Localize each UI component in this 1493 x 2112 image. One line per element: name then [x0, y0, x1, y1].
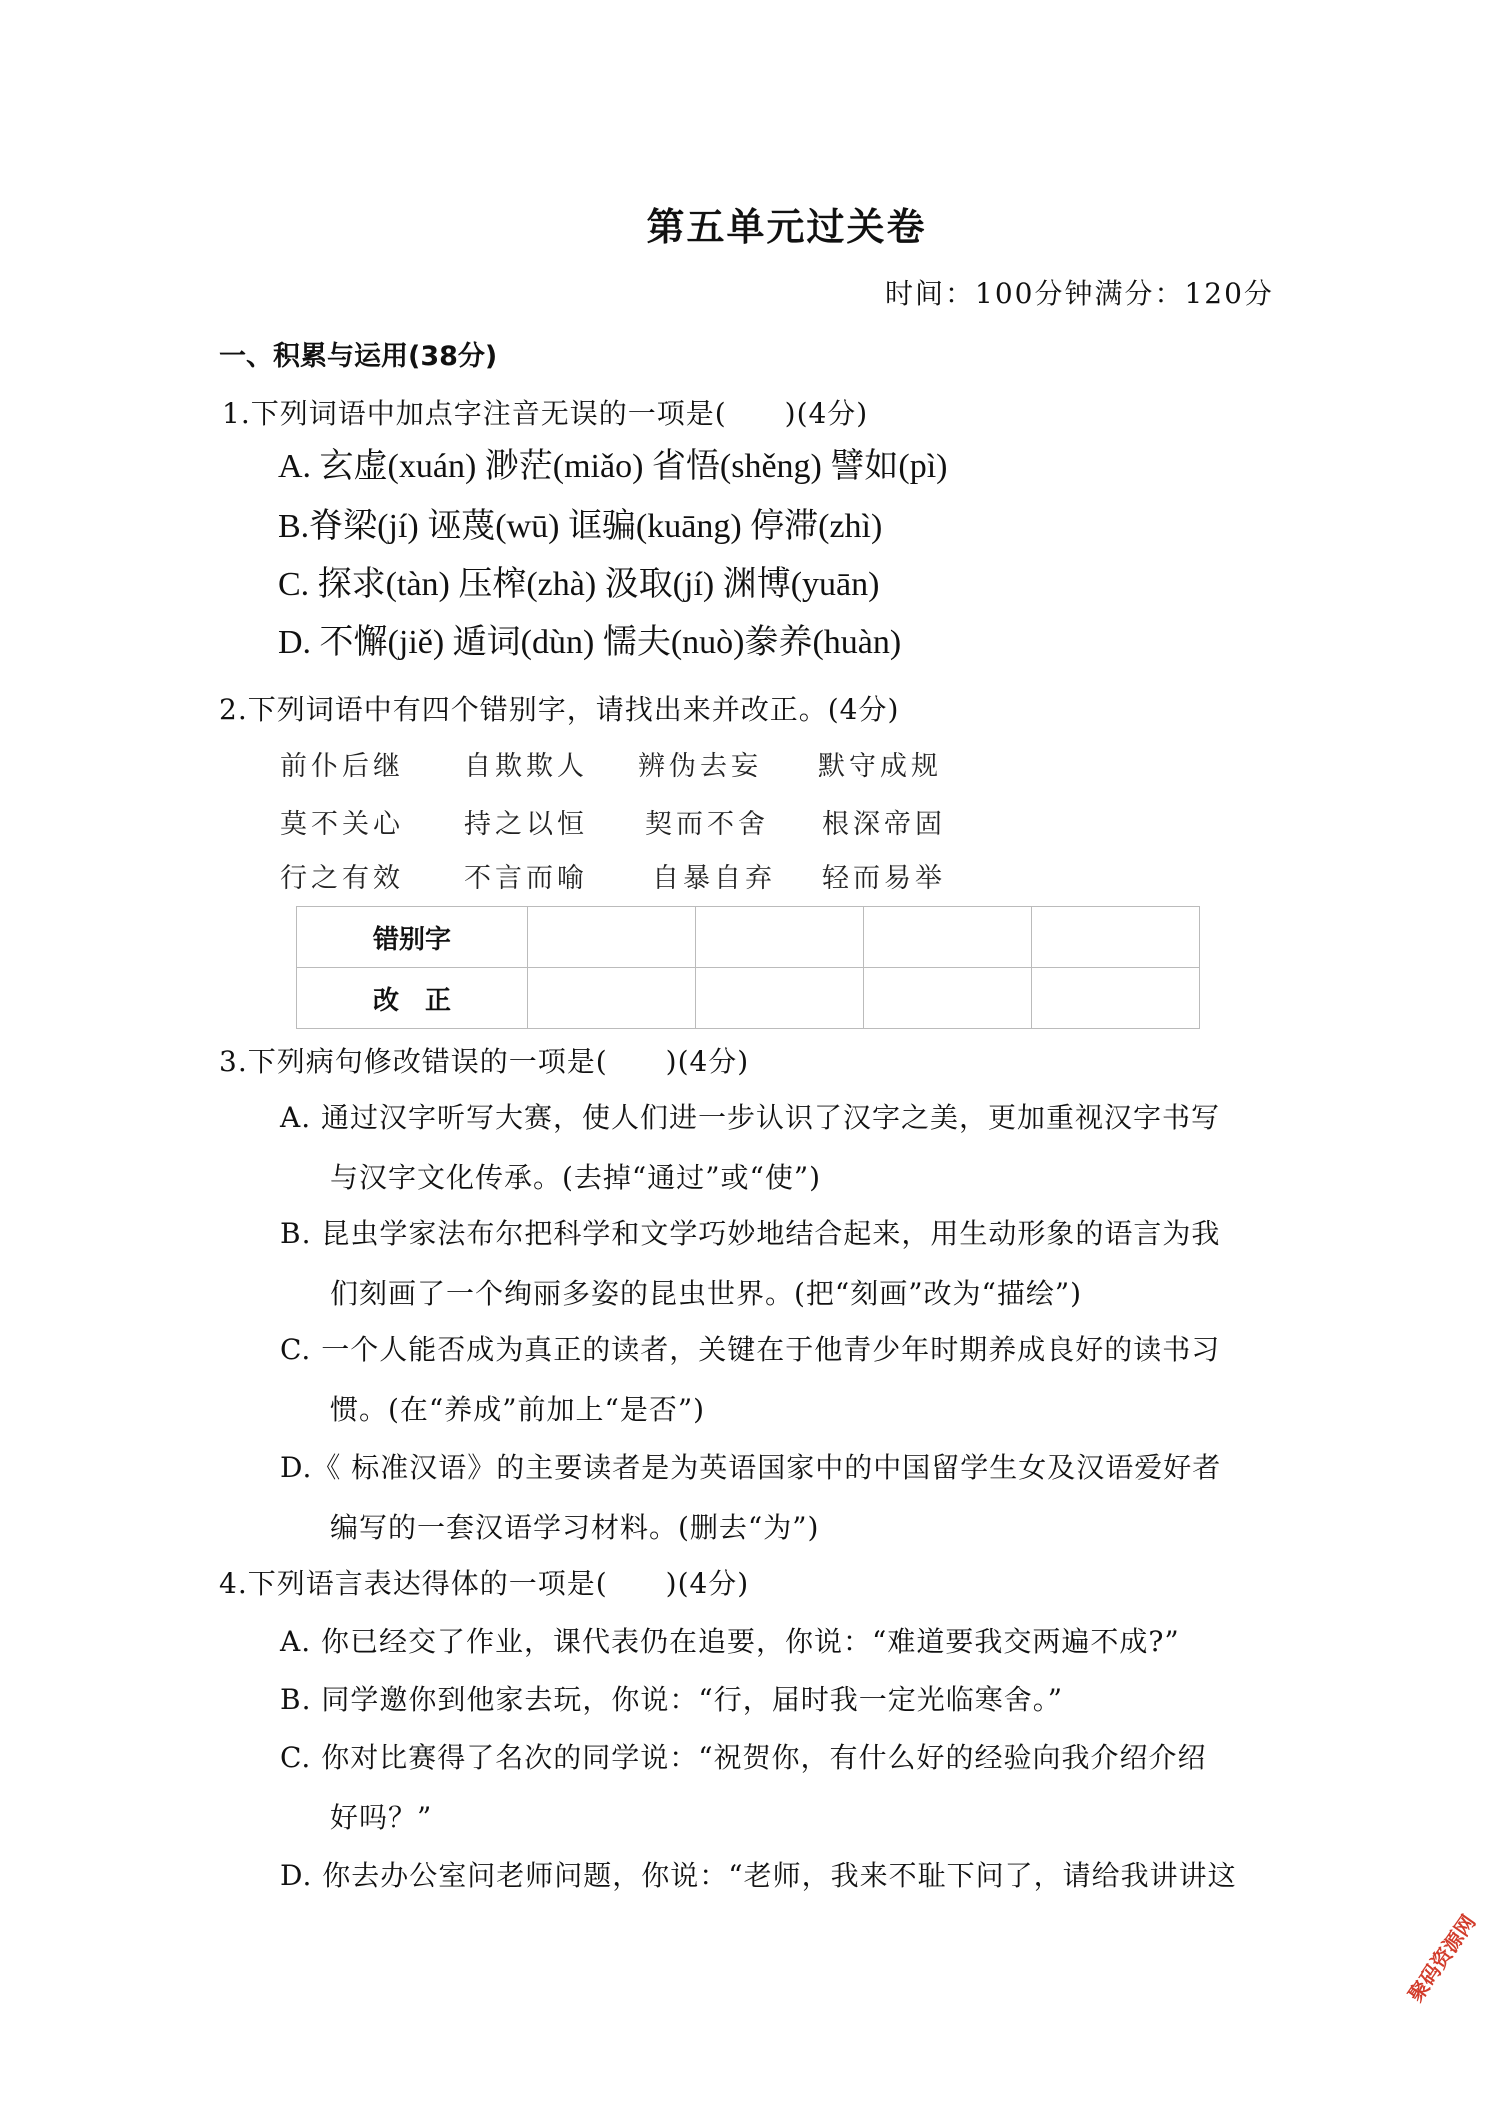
question-3-option-c: C. 一个人能否成为真正的读者，关键在于他青少年时期养成良好的读书习	[280, 1333, 1221, 1366]
question-4-option-c-cont: 好吗？”	[330, 1801, 433, 1834]
answer-cell[interactable]	[696, 907, 864, 968]
question-4-option-c: C. 你对比赛得了名次的同学说：“祝贺你，有什么好的经验向我介绍介绍	[280, 1741, 1207, 1774]
word-item: 自欺欺人	[464, 751, 588, 782]
question-3-option-d: D.《 标准汉语》的主要读者是为英语国家中的中国留学生女及汉语爱好者	[280, 1451, 1222, 1484]
word-item: 根深帝固	[822, 809, 946, 840]
question-3-option-b: B. 昆虫学家法布尔把科学和文学巧妙地结合起来，用生动形象的语言为我	[280, 1217, 1221, 1250]
question-3-option-a-cont: 与汉字文化传承。(去掉“通过”或“使”)	[330, 1161, 822, 1194]
word-item: 轻而易举	[822, 863, 946, 894]
question-3-option-d-cont: 编写的一套汉语学习材料。(删去“为”)	[330, 1511, 820, 1544]
question-1-option-c: C. 探求(tàn) 压榨(zhà) 汲取(jí) 渊博(yuān)	[278, 566, 880, 603]
table-header-correct: 改 正	[297, 968, 528, 1029]
answer-cell[interactable]	[528, 968, 696, 1029]
watermark-stamp: 聚码资源网	[1403, 1910, 1481, 2007]
answer-cell[interactable]	[864, 968, 1032, 1029]
word-item: 契而不舍	[645, 809, 769, 840]
answer-table	[296, 906, 1200, 1029]
section-heading: 一、积累与运用(38分)	[219, 341, 498, 372]
table-row	[297, 907, 1200, 968]
answer-cell[interactable]	[864, 907, 1032, 968]
question-3-option-b-cont: 们刻画了一个绚丽多姿的昆虫世界。(把“刻画”改为“描绘”)	[330, 1277, 1083, 1310]
word-item: 不言而喻	[464, 863, 588, 894]
question-1-option-a: A. 玄虚(xuán) 渺茫(miǎo) 省悟(shěng) 譬如(pì)	[278, 448, 948, 485]
table-row	[297, 968, 1200, 1029]
word-item: 莫不关心	[280, 809, 404, 840]
answer-cell[interactable]	[696, 968, 864, 1029]
question-1-stem: 1.下列词语中加点字注音无误的一项是( )(4分)	[222, 397, 869, 430]
question-3-option-c-cont: 惯。(在“养成”前加上“是否”)	[330, 1393, 706, 1426]
question-3-option-a: A. 通过汉字听写大赛，使人们进一步认识了汉字之美，更加重视汉字书写	[280, 1101, 1221, 1134]
question-4-option-d: D. 你去办公室问老师问题，你说：“老师，我来不耻下问了，请给我讲讲这	[280, 1859, 1237, 1892]
question-4-stem: 4.下列语言表达得体的一项是( )(4分)	[219, 1567, 750, 1600]
time-info: 时间：100分钟满分：120分	[885, 277, 1274, 310]
question-3-stem: 3.下列病句修改错误的一项是( )(4分)	[219, 1045, 750, 1078]
question-1-option-d: D. 不懈(jiě) 遁词(dùn) 懦夫(nuò)豢养(huàn)	[278, 624, 902, 661]
answer-cell[interactable]	[528, 907, 696, 968]
word-item: 自暴自弃	[652, 863, 776, 894]
word-item: 默守成规	[818, 751, 942, 782]
page-title: 第五单元过关卷	[646, 204, 927, 249]
question-2-stem: 2.下列词语中有四个错别字，请找出来并改正。(4分)	[219, 693, 900, 726]
word-item: 持之以恒	[464, 809, 588, 840]
answer-cell[interactable]	[1032, 907, 1200, 968]
question-4-option-b: B. 同学邀你到他家去玩，你说：“行，届时我一定光临寒舍。”	[280, 1683, 1064, 1716]
word-item: 辨伪去妄	[638, 751, 762, 782]
answer-cell[interactable]	[1032, 968, 1200, 1029]
word-item: 行之有效	[280, 863, 404, 894]
question-4-option-a: A. 你已经交了作业，课代表仍在追要，你说：“难道要我交两遍不成?”	[280, 1625, 1180, 1658]
table-header-wrong: 错别字	[297, 907, 528, 968]
question-1-option-b: B.脊梁(jí) 诬蔑(wū) 诓骗(kuāng) 停滞(zhì)	[278, 508, 883, 545]
word-item: 前仆后继	[280, 751, 404, 782]
